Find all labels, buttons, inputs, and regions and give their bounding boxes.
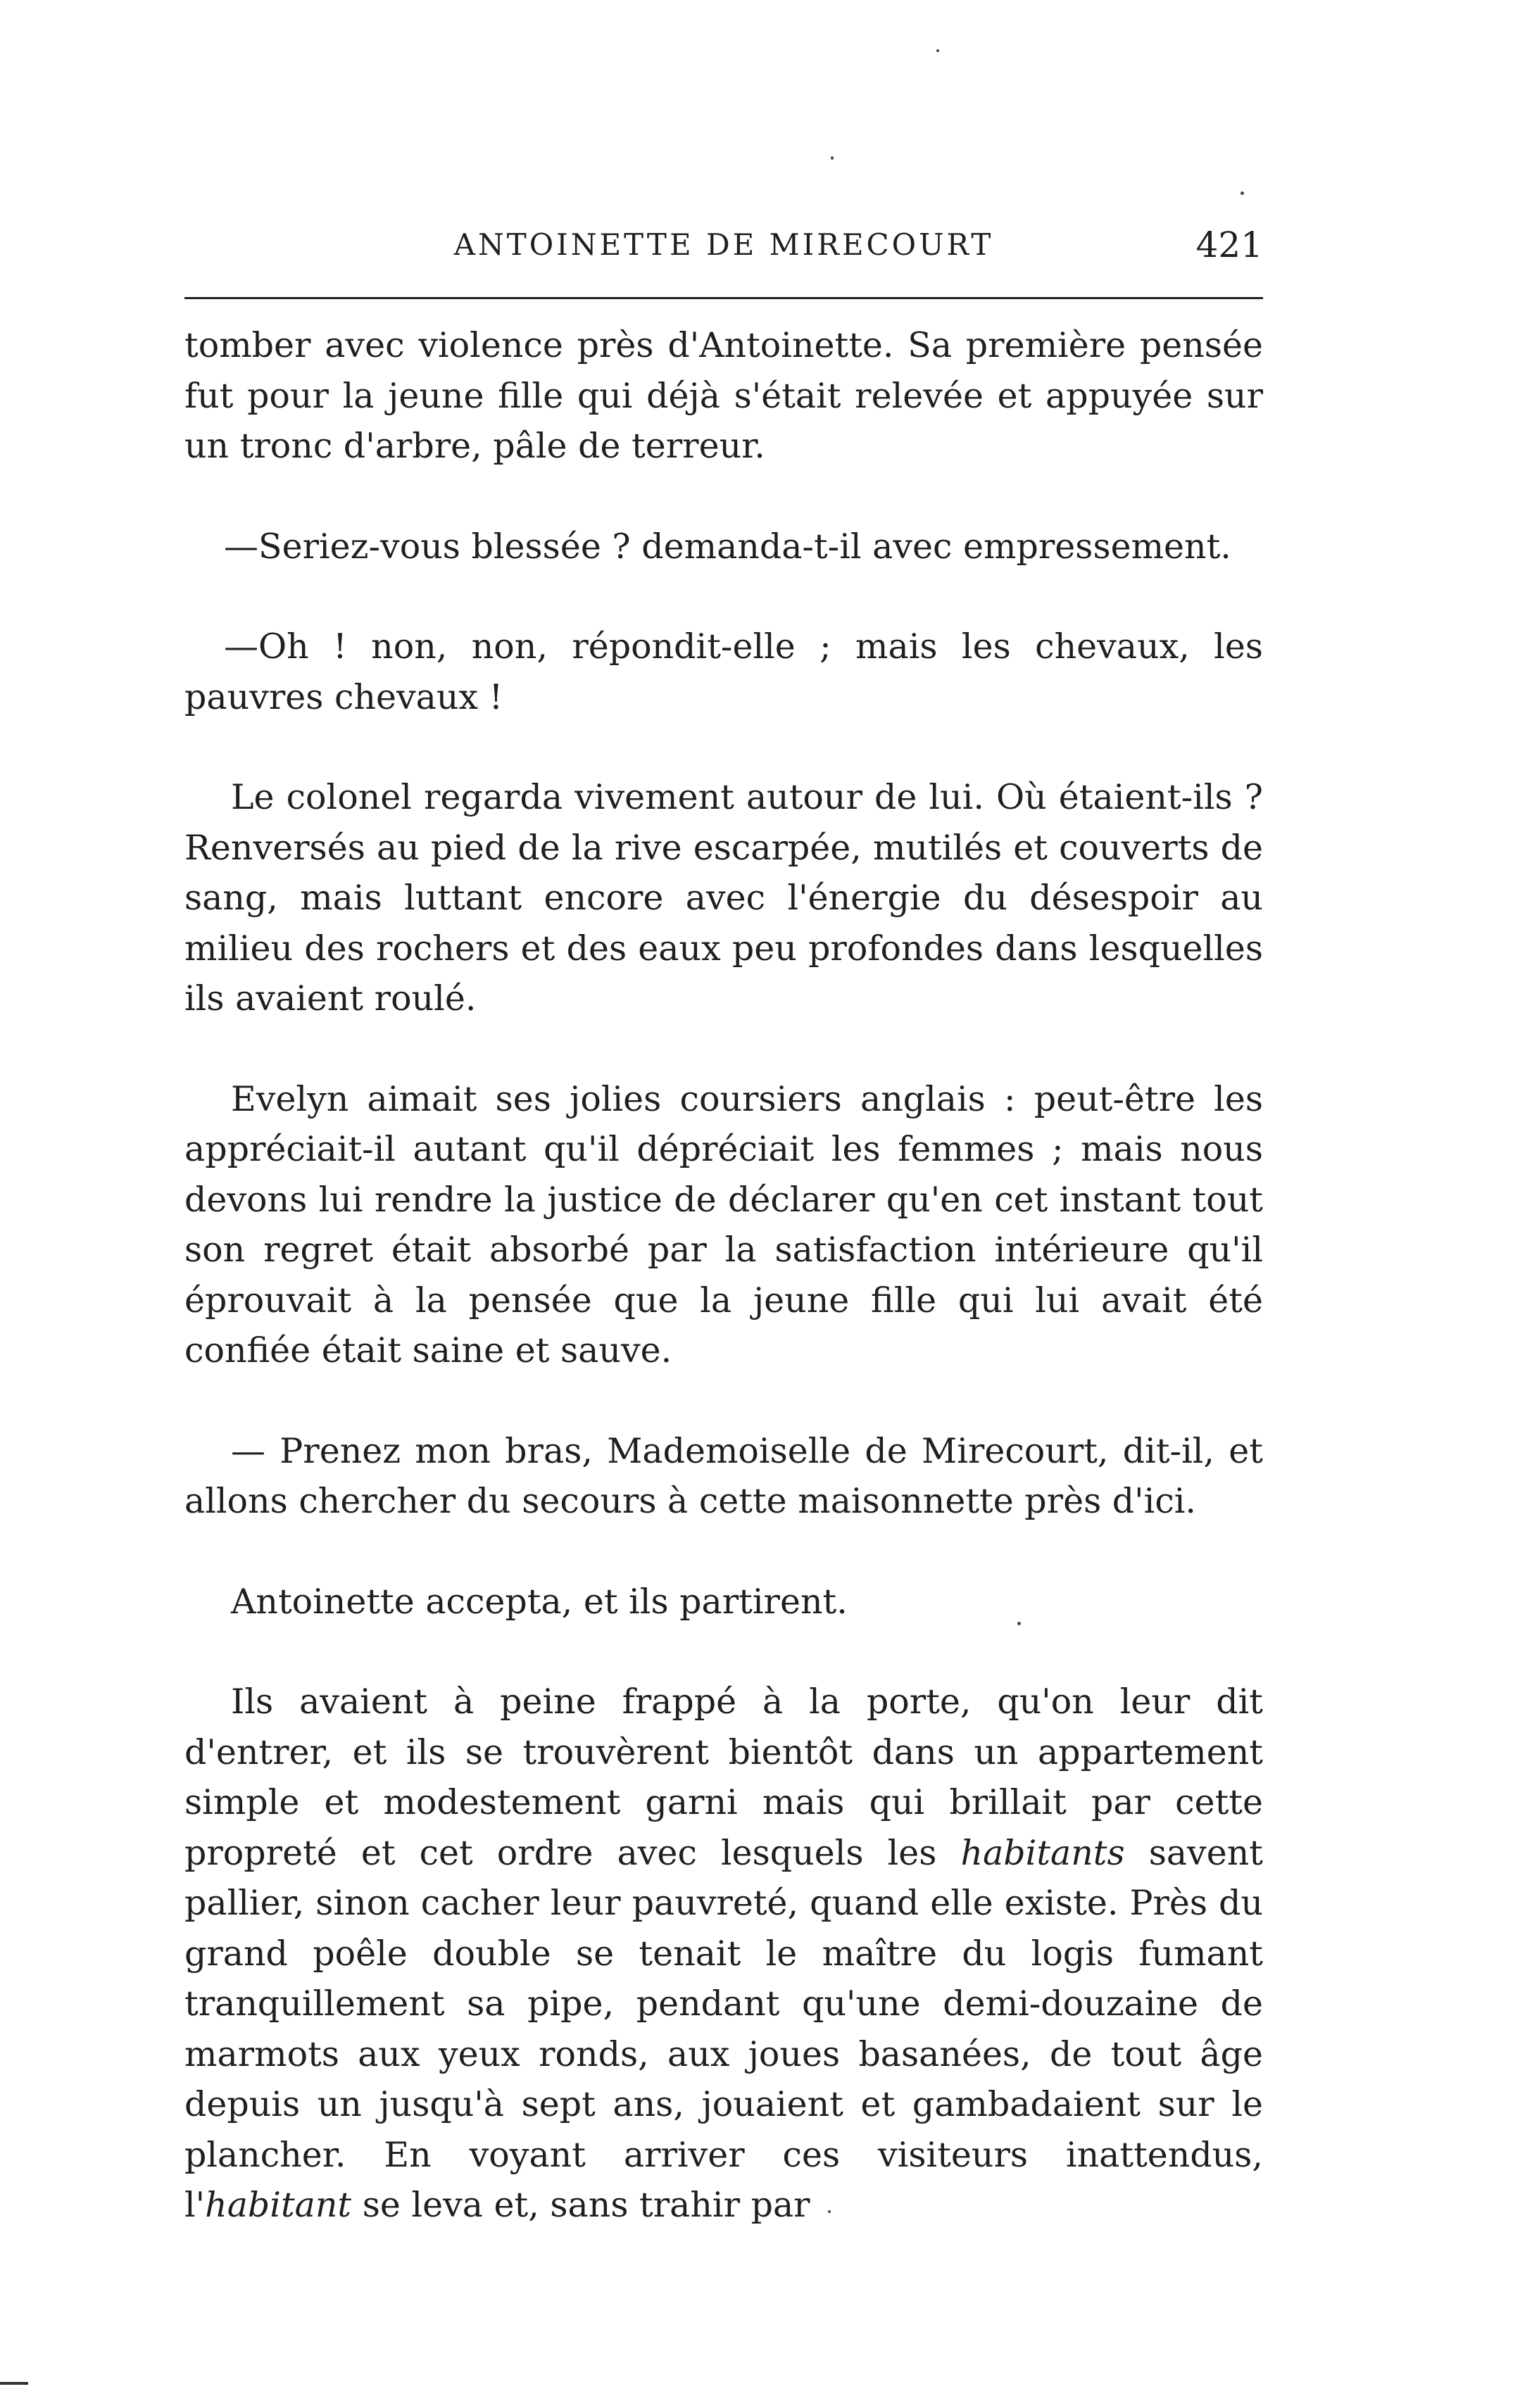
dust-speck <box>828 2210 831 2213</box>
paragraph: —Oh ! non, non, répondit-elle ; mais les chevaux, les pauvres chevaux ! <box>184 626 1263 717</box>
paragraph: tomber avec violence près d'Antoinette. Sa première pensée fut pour la jeune fille qui déjà s'était relevée et appuyée sur un tronc d'arbre, pâle de terreur. <box>184 325 1263 466</box>
dust-speck <box>1240 191 1244 195</box>
text-body <box>184 320 1263 2231</box>
paragraph-text: savent pallier, sinon cacher leur pauvreté, quand elle existe. Près du grand poêle double se tenait le maître du logis fumant tranquillement sa pipe, pendant qu'une demi-douzaine de marmots aux yeux ronds, aux joues basanées, de tout âge depuis un jusqu'à sept ans, jouaient et gambadaient sur le plancher. En voyant arriver ces visiteurs inattendus, l' <box>184 1832 1263 2225</box>
running-head <box>184 224 1263 280</box>
paragraph-text: Ils avaient à peine frappé à la porte, qu'on leur dit d'entrer, et ils se trouvèrent bientôt dans un appartement simple et modestement garni mais qui brillait par cette propreté et cet ordre avec lesquels les <box>184 1682 1263 1873</box>
italic-word: habitant <box>205 2185 352 2225</box>
paragraph-text: se leva et, sans trahir par <box>351 2185 810 2225</box>
paragraph: Le colonel regarda vivement autour de lui. Où étaient-ils ? Renversés au pied de la rive escarpée, mutilés et couverts de sang, mais luttant encore avec l'énergie du désespoir au milieu des rochers et des eaux peu profondes dans lesquelles ils avaient roulé. <box>184 777 1263 1019</box>
dust-speck <box>831 156 834 160</box>
paragraph: — Prenez mon bras, Mademoiselle de Mirecourt, dit-il, et allons chercher du secours à cette maisonnette près d'ici. <box>184 1430 1263 1521</box>
dust-speck <box>1017 1622 1021 1625</box>
paragraph: —Seriez-vous blessée ? demanda-t-il avec empressement. <box>224 526 1231 567</box>
paragraph: Evelyn aimait ses jolies coursiers anglais : peut-être les appréciait-il autant qu'il dépréciait les femmes ; mais nous devons lui rendre la justice de déclarer qu'en cet instant tout son regret était absorbé par la satisfaction intérieure qu'il éprouvait à la pensée que la jeune fille qui lui avait été confiée était saine et sauve. <box>184 1078 1263 1370</box>
running-title: ANTOINETTE DE MIRECOURT <box>453 227 994 262</box>
italic-word: habitants <box>960 1832 1125 1873</box>
header-rule <box>184 297 1263 299</box>
page-number: 421 <box>1195 225 1263 265</box>
scan-edge-mark <box>0 2382 28 2385</box>
paragraph: Antoinette accepta, et ils partirent. <box>231 1581 848 1622</box>
paragraph <box>184 1677 1263 2231</box>
dust-speck <box>936 49 939 52</box>
